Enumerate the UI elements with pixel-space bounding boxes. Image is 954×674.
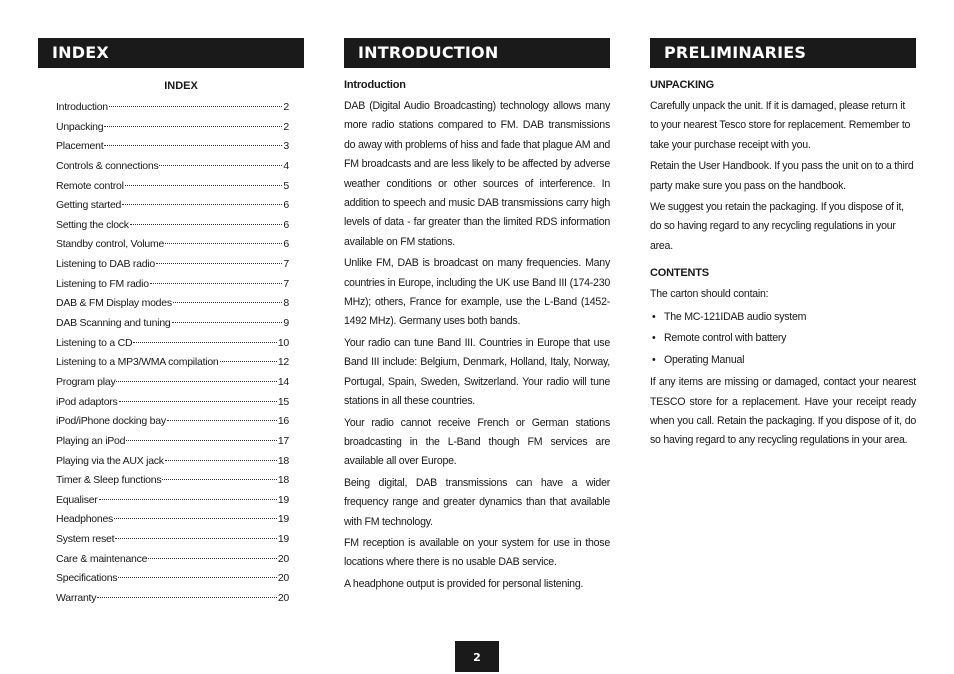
toc-entry	[56, 393, 289, 413]
toc-entry	[56, 569, 289, 589]
toc-dot-leader	[150, 283, 283, 284]
preliminaries-column	[650, 38, 916, 453]
toc-entry	[56, 491, 289, 511]
toc-dot-leader	[125, 185, 283, 186]
introduction-column	[344, 38, 610, 596]
toc-entry	[56, 589, 289, 609]
toc-entry-page: 19	[277, 493, 289, 506]
page-number: 2	[455, 641, 499, 672]
toc-entry-page: 4	[283, 159, 289, 172]
toc-dot-leader	[99, 499, 277, 500]
list-item	[650, 328, 916, 350]
toc-entry-label: Timer & Sleep functions	[56, 474, 162, 487]
toc-entry	[56, 196, 289, 216]
intro-paragraph: FM reception is available on your system for use in those locations where there is no usable DAB service.	[344, 536, 610, 569]
list-item-label: Remote control with battery	[664, 332, 787, 345]
toc-entry-page: 12	[277, 356, 289, 369]
table-of-contents	[56, 98, 289, 609]
toc-entry-page: 9	[283, 317, 289, 330]
unpacking-paragraph: We suggest you retain the packaging. If you dispose of it, do so having regard to any recycling regulations in your area.	[650, 201, 904, 252]
toc-entry-label: Playing via the AUX jack	[56, 454, 164, 467]
introduction-subtitle: Introduction	[344, 79, 406, 91]
toc-entry-page: 20	[277, 572, 289, 585]
toc-entry-page: 6	[283, 199, 289, 212]
index-title: INDEX	[164, 80, 198, 92]
toc-dot-leader	[109, 106, 283, 107]
toc-entry-label: DAB Scanning and tuning	[56, 317, 171, 330]
toc-entry-page: 7	[283, 258, 289, 271]
toc-entry-page: 6	[283, 238, 289, 251]
toc-entry-label: Listening to a CD	[56, 336, 133, 349]
toc-dot-leader	[122, 204, 282, 205]
unpacking-paragraph: Carefully unpack the unit. If it is damaged, please return it to your nearest Tesco store for replacement. Remember to take your purchase receipt with you.	[650, 100, 911, 151]
toc-entry	[56, 530, 289, 550]
toc-entry-label: Placement	[56, 140, 104, 153]
toc-entry-label: Program play	[56, 375, 116, 388]
toc-entry	[56, 314, 289, 334]
contents-intro: The carton should contain:	[650, 288, 769, 301]
toc-entry-page: 20	[277, 592, 289, 605]
toc-entry-label: Warranty	[56, 592, 97, 605]
bullet-icon: •	[652, 353, 656, 366]
toc-entry-page: 18	[277, 474, 289, 487]
toc-entry	[56, 157, 289, 177]
toc-entry	[56, 98, 289, 118]
toc-entry-page: 19	[277, 513, 289, 526]
toc-entry-label: System reset	[56, 533, 115, 546]
toc-dot-leader	[133, 342, 277, 343]
toc-entry-page: 14	[277, 375, 289, 388]
toc-entry	[56, 373, 289, 393]
toc-entry-page: 20	[277, 552, 289, 565]
toc-entry	[56, 294, 289, 314]
toc-entry-page: 2	[283, 101, 289, 113]
toc-entry-label: Specifications	[56, 572, 118, 585]
toc-entry-label: Standby control, Volume	[56, 238, 165, 251]
toc-entry	[56, 334, 289, 354]
list-item	[650, 307, 916, 329]
toc-entry-label: Introduction	[56, 101, 108, 113]
introduction-header: INTRODUCTION	[344, 38, 610, 68]
toc-entry-page: 8	[283, 297, 289, 310]
toc-entry-page: 6	[283, 218, 289, 231]
toc-dot-leader	[115, 538, 277, 539]
intro-paragraph: Your radio cannot receive French or German stations broadcasting in the L-Band though FM services are available all over Europe.	[344, 416, 610, 468]
toc-entry	[56, 471, 289, 491]
toc-entry	[56, 255, 289, 275]
toc-dot-leader	[162, 479, 276, 480]
toc-dot-leader	[156, 263, 282, 264]
contents-list	[650, 307, 916, 372]
toc-entry	[56, 275, 289, 295]
toc-entry-page: 16	[277, 415, 289, 428]
toc-entry	[56, 177, 289, 197]
list-item-label: The MC-121IDAB audio system	[664, 310, 807, 323]
toc-dot-leader	[173, 302, 283, 303]
preliminaries-header: PRELIMINARIES	[650, 38, 916, 68]
toc-entry	[56, 432, 289, 452]
toc-entry-page: 3	[283, 140, 289, 153]
toc-dot-leader	[165, 243, 282, 244]
intro-paragraph: Your radio can tune Band III. Countries in Europe that use Band III include: Belgium, Denmark, Holland, Italy, Norway, Portugal, Spain, Sweden, Switzerland. Your radio will tune stations in all these countries.	[344, 336, 610, 408]
toc-entry-label: Listening to DAB radio	[56, 258, 155, 271]
intro-paragraph: Unlike FM, DAB is broadcast on many frequencies. Many countries in Europe, including the UK use Band III (174-230 MHz); others, France for example, use the L-Band (1452-1492 MHz). Germany uses both bands.	[344, 257, 610, 328]
intro-paragraph: A headphone output is provided for personal listening.	[344, 577, 584, 590]
toc-entry-page: 7	[283, 277, 289, 290]
toc-dot-leader	[114, 518, 277, 519]
toc-dot-leader	[220, 361, 277, 362]
list-item	[650, 350, 916, 372]
toc-entry-page: 17	[277, 434, 289, 447]
bullet-icon: •	[652, 310, 656, 323]
toc-dot-leader	[118, 577, 277, 578]
unpacking-paragraph: Retain the User Handbook. If you pass the unit on to a third party make sure you pass on the handbook.	[650, 160, 914, 192]
toc-entry-label: Controls & connections	[56, 159, 159, 172]
index-header: INDEX	[38, 38, 304, 68]
toc-entry-page: 19	[277, 533, 289, 546]
toc-dot-leader	[116, 381, 276, 382]
intro-paragraph: Being digital, DAB transmissions can have a wider frequency range and greater dynamics than that available with FM technology.	[344, 476, 610, 528]
toc-entry-page: 2	[283, 120, 289, 133]
toc-entry-label: Listening to FM radio	[56, 277, 149, 290]
bullet-icon: •	[652, 332, 656, 345]
toc-entry-label: Remote control	[56, 179, 124, 192]
toc-entry-label: iPod adaptors	[56, 395, 118, 408]
intro-paragraph: DAB (Digital Audio Broadcasting) technology allows many more radio stations compared to FM. DAB transmissions do away with problems of hiss and fade that plague AM and FM broadcasts and are less likely to be affected by adverse weather conditions or other sources of interference. In addition to speech and music DAB transmissions carry high levels of data - far greater than the limited RDS information available on FM stations.	[344, 100, 610, 248]
toc-dot-leader	[126, 440, 277, 441]
toc-entry-page: 18	[277, 454, 289, 467]
toc-entry	[56, 550, 289, 570]
toc-entry-label: Headphones	[56, 513, 114, 526]
toc-entry-label: Equaliser	[56, 493, 98, 506]
toc-dot-leader	[119, 401, 277, 402]
list-item-label: Operating Manual	[664, 353, 745, 366]
index-column	[38, 38, 304, 609]
toc-entry-label: Unpacking	[56, 120, 104, 133]
toc-entry	[56, 235, 289, 255]
toc-dot-leader	[172, 322, 283, 323]
toc-entry	[56, 137, 289, 157]
toc-entry-label: DAB & FM Display modes	[56, 297, 172, 310]
toc-entry	[56, 216, 289, 236]
unpacking-title: UNPACKING	[650, 79, 714, 91]
toc-dot-leader	[104, 126, 282, 127]
toc-dot-leader	[104, 145, 282, 146]
toc-entry	[56, 353, 289, 373]
contents-outro: If any items are missing or damaged, contact your nearest TESCO store for a replacement. Have your receipt ready when you call. Retain the packaging. If you dispose of it, do so having regard to any recycling regulations in your area.	[650, 376, 916, 447]
toc-dot-leader	[167, 420, 277, 421]
toc-entry-label: Setting the clock	[56, 218, 129, 231]
toc-entry-page: 5	[283, 179, 289, 192]
toc-entry-page: 15	[277, 395, 289, 408]
toc-dot-leader	[97, 597, 277, 598]
toc-entry-label: Listening to a MP3/WMA compilation	[56, 356, 219, 369]
contents-title: CONTENTS	[650, 267, 709, 280]
toc-entry-label: Playing an iPod	[56, 434, 126, 447]
toc-entry	[56, 452, 289, 472]
toc-dot-leader	[130, 224, 283, 225]
toc-dot-leader	[148, 558, 277, 559]
toc-dot-leader	[159, 165, 282, 166]
toc-entry	[56, 412, 289, 432]
toc-entry	[56, 118, 289, 138]
toc-entry-label: Getting started	[56, 199, 122, 212]
toc-dot-leader	[165, 460, 277, 461]
toc-entry-page: 10	[277, 336, 289, 349]
toc-entry	[56, 510, 289, 530]
toc-entry-label: iPod/iPhone docking bay	[56, 415, 166, 428]
toc-entry-label: Care & maintenance	[56, 552, 148, 565]
